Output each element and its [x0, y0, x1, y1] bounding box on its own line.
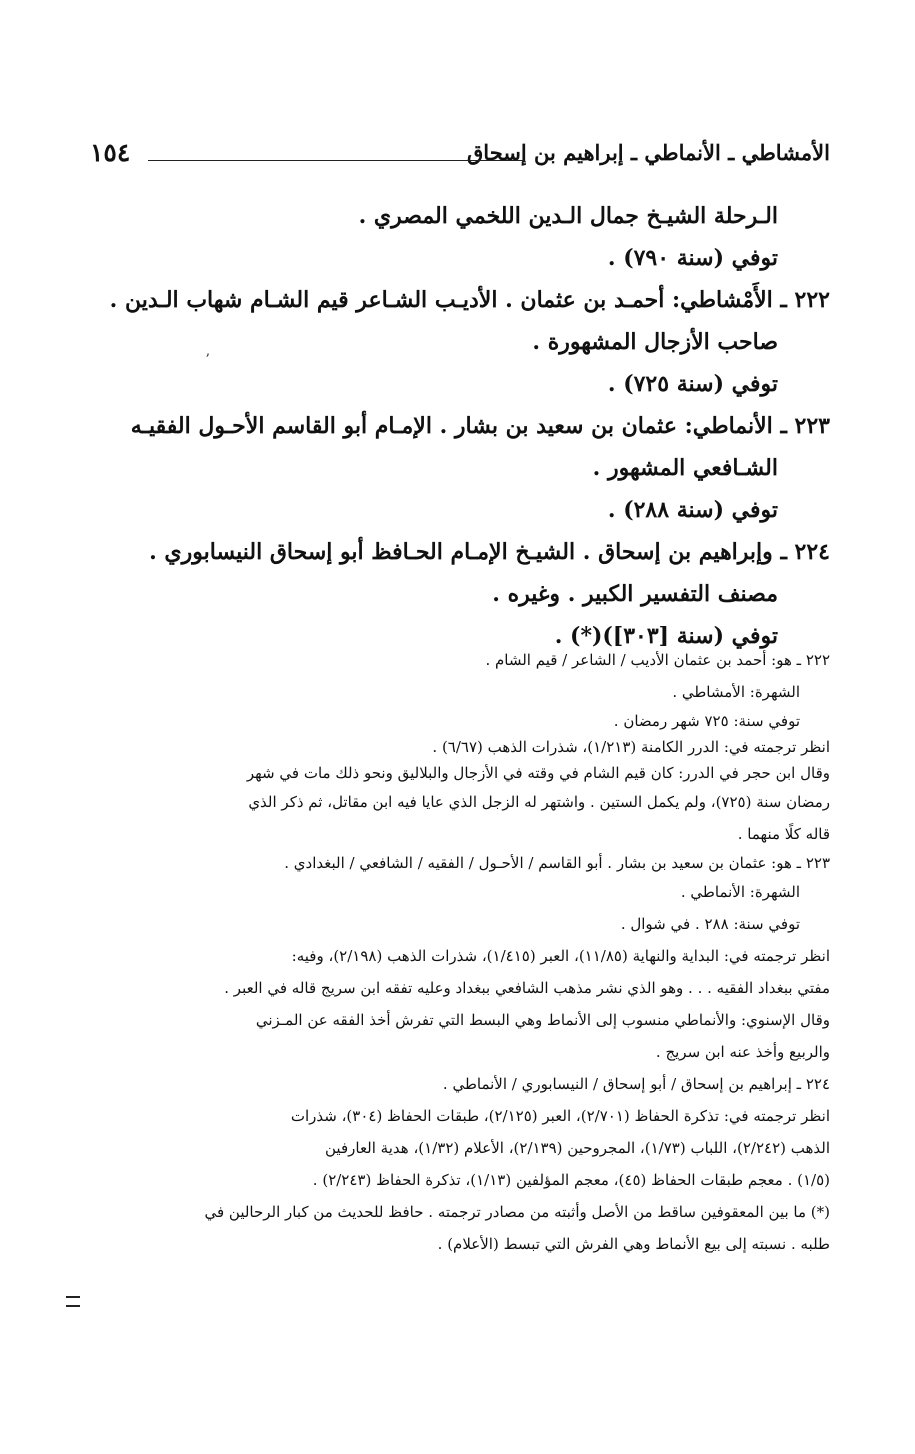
- footnote-line: وقال الإسنوي: والأنماطي منسوب إلى الأنماط وهي البسط التي تفرش أخذ الفقه عن المـزني: [255, 1011, 830, 1029]
- footnote-line: ٢٢٤ ـ إبراهيم بن إسحاق / أبو إسحاق / النيسابوري / الأنماطي .: [442, 1075, 830, 1093]
- margin-equals-mark: [66, 1296, 80, 1307]
- footnote-line: قاله كلًا منهما .: [737, 825, 830, 843]
- text-line: توفي (سنة ٧٢٥) .: [607, 371, 778, 397]
- footnote-line: طلبه . نسبته إلى بيع الأنماط وهي الفرش التي تبسط (الأعلام) .: [437, 1235, 830, 1253]
- footnote-line: مفتي ببغداد الفقيه . . . وهو الذي نشر مذهب الشافعي ببغداد وعليه تفقه ابن سريج قاله في العبر .: [224, 979, 830, 997]
- footnote-line: الذهب (٢/٢٤٢)، اللباب (١/٧٣)، المجروحين (٢/١٣٩)، الأعلام (١/٣٢)، هدية العارفين: [325, 1139, 830, 1157]
- footnote-line: انظر ترجمته في: الدرر الكامنة (١/٢١٣)، شذرات الذهب (٦/٦٧) .: [432, 738, 830, 756]
- footnote-line: الشهرة: الأنماطي .: [680, 883, 800, 901]
- text-line: الـرحلة الشيـخ جمال الـدين اللخمي المصري .: [358, 203, 778, 229]
- footnote-line: الشهرة: الأمشاطي .: [672, 683, 800, 701]
- footnote-line: (١/٥) . معجم طبقات الحفاظ (٤٥)، معجم المؤلفين (١/١٣)، تذكرة الحفاظ (٢/٢٤٣) .: [312, 1171, 830, 1189]
- text-line: الشـافعي المشهور .: [592, 455, 778, 481]
- header-rule: [148, 160, 525, 161]
- text-line: مصنف التفسير الكبير . وغيره .: [492, 581, 778, 607]
- footnote-line: توفي سنة: ٧٢٥ شهر رمضان .: [613, 712, 800, 730]
- footnote-line: توفي سنة: ٢٨٨ . في شوال .: [620, 915, 800, 933]
- footnote-line: والربيع وأخذ عنه ابن سريج .: [655, 1043, 830, 1061]
- page-header: [90, 140, 830, 176]
- text-line: ٢٢٢ ـ الأَمْشاطي: أحمـد بن عثمان . الأديـب الشـاعر قيم الشـام شهاب الـدين .: [109, 287, 830, 313]
- footnote-line: ٢٢٣ ـ هو: عثمان بن سعيد بن بشار . أبو القاسم / الأحـول / الفقيه / الشافعي / البغدادي .: [284, 854, 830, 872]
- footnote-line: رمضان سنة (٧٢٥)، ولم يكمل الستين . واشتهر له الزجل الذي عايا فيه ابن مقاتل، ثم ذكر الذي: [248, 793, 830, 811]
- text-line: توفي (سنة ٢٨٨) .: [607, 497, 778, 523]
- footnote-line: وقال ابن حجر في الدرر: كان قيم الشام في وقته في الأزجال والبلاليق ونحو ذلك مات في شهر: [246, 764, 830, 782]
- text-line: ٢٢٤ ـ وإبراهيم بن إسحاق . الشيـخ الإمـام الحـافظ أبو إسحاق النيسابوري .: [149, 539, 830, 565]
- footnote-line: (*) ما بين المعقوفين ساقط من الأصل وأثبته من مصادر ترجمته . حافظ للحديث من كبار الرحالين في: [204, 1203, 830, 1221]
- text-line: توفي (سنة [٣٠٣])(*) .: [554, 623, 778, 649]
- footnotes: [90, 644, 830, 1260]
- page-number: ١٥٤: [90, 138, 131, 167]
- text-line: ٢٢٣ ـ الأنماطي: عثمان بن سعيد بن بشار . الإمـام أبو القاسم الأحـول الفقيـه: [130, 413, 830, 439]
- main-text: [90, 195, 830, 657]
- footnote-line: انظر ترجمته في: تذكرة الحفاظ (٢/٧٠١)، العبر (٢/١٢٥)، طبقات الحفاظ (٣٠٤)، شذرات: [290, 1107, 830, 1125]
- footnote-line: ٢٢٢ ـ هو: أحمد بن عثمان الأديب / الشاعر / قيم الشام .: [485, 651, 830, 669]
- footnote-line: انظر ترجمته في: البداية والنهاية (١١/٨٥)، العبر (١/٤١٥)، شذرات الذهب (٢/١٩٨)، وفيه:: [291, 947, 830, 965]
- text-line: توفي (سنة ٧٩٠) .: [607, 245, 778, 271]
- margin-mark: ʼ: [205, 352, 210, 368]
- running-title: الأمشاطي ـ الأنماطي ـ إبراهيم بن إسحاق: [467, 140, 830, 165]
- text-line: صاحب الأزجال المشهورة .: [532, 329, 778, 355]
